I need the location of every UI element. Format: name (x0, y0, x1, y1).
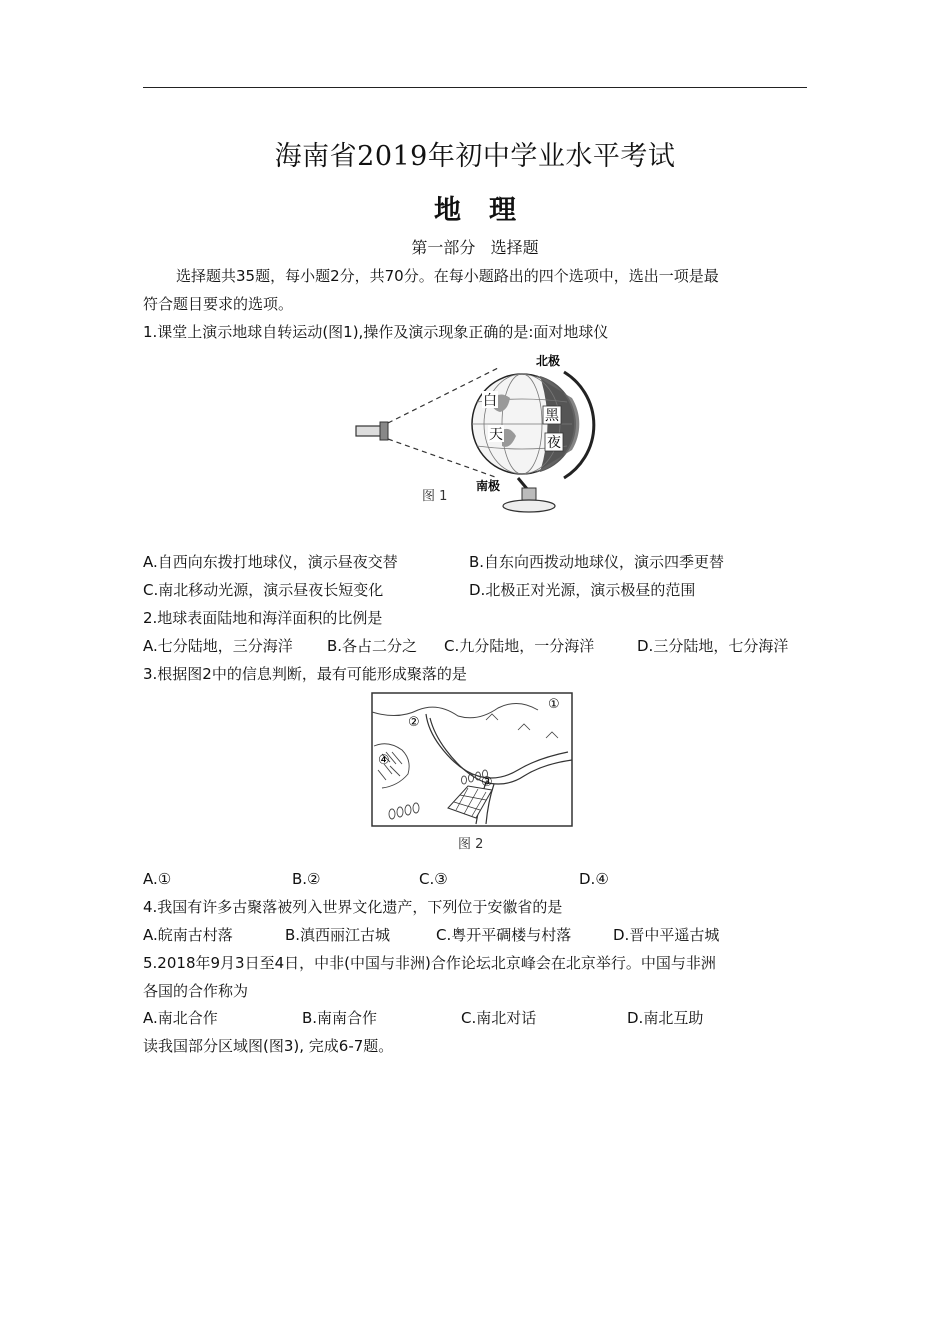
q4-option-b: B.滇西丽江古城 (285, 926, 391, 944)
exam-title: 海南省2019年初中学业水平考试 (274, 141, 676, 172)
q4-option-a: A.皖南古村落 (143, 926, 233, 944)
q4-option-c: C.粤开平碉楼与村落 (436, 926, 572, 944)
night-label-1: 黑 (545, 408, 559, 424)
q2-option-c: C.九分陆地，一分海洋 (444, 637, 595, 655)
instructions-line-2: 符合题目要求的选项。 (143, 295, 294, 313)
figure-2-caption: 图 2 (458, 837, 484, 852)
question-4-stem: 4.我国有许多古聚落被列入世界文化遗产，下列位于安徽省的是 (143, 898, 563, 916)
q2-option-a: A.七分陆地，三分海洋 (143, 637, 293, 655)
question-1-stem: 1.课堂上演示地球自转运动(图1),操作及演示现象正确的是:面对地球仪 (143, 323, 609, 341)
question-3-stem: 3.根据图2中的信息判断，最有可能形成聚落的是 (143, 665, 467, 683)
q1-option-b: B.自东向西拨动地球仪，演示四季更替 (469, 553, 725, 571)
q5-option-d: D.南北互助 (627, 1009, 704, 1027)
q5-option-b: B.南南合作 (302, 1009, 378, 1027)
figure-2-map (368, 690, 578, 855)
day-label-1: 白 (483, 393, 497, 409)
south-pole-label: 南极 (476, 479, 501, 493)
q1-option-d: D.北极正对光源，演示极昼的范围 (469, 581, 696, 599)
question-6-7-stem: 读我国部分区域图(图3), 完成6-7题。 (143, 1037, 394, 1055)
q3-option-b: B.② (292, 870, 321, 888)
q1-option-c: C.南北移动光源，演示昼夜长短变化 (143, 581, 384, 599)
question-5-stem-line-1: 5.2018年9月3日至4日，中非(中国与非洲)合作论坛北京峰会在北京举行。中国与非洲 (143, 954, 716, 972)
night-label-2: 夜 (547, 435, 561, 451)
q3-option-c: C.③ (419, 870, 448, 888)
day-label-2: 天 (489, 427, 503, 443)
q2-option-d: D.三分陆地，七分海洋 (637, 637, 789, 655)
marker-3: ③ (481, 775, 493, 790)
q1-option-a: A.自西向东拨打地球仪，演示昼夜交替 (143, 553, 398, 571)
marker-1: ① (548, 697, 560, 712)
q4-option-d: D.晋中平遥古城 (613, 926, 720, 944)
question-2-stem: 2.地球表面陆地和海洋面积的比例是 (143, 609, 383, 627)
q5-option-c: C.南北对话 (461, 1009, 537, 1027)
north-pole-label: 北极 (536, 354, 561, 368)
q2-option-b: B.各占二分之 (327, 637, 418, 655)
figure-1-globe (350, 350, 600, 520)
instructions-line-1: 选择题共35题，每小题2分，共70分。在每小题路出的四个选项中，选出一项是最 (176, 267, 719, 285)
marker-2: ② (408, 715, 420, 730)
marker-4: ④ (378, 753, 390, 768)
q5-option-a: A.南北合作 (143, 1009, 218, 1027)
part-heading: 第一部分 选择题 (411, 238, 539, 257)
light-source (356, 426, 382, 436)
globe-base (503, 500, 555, 512)
q3-option-a: A.① (143, 870, 172, 888)
subject-title: 地理 (434, 195, 544, 226)
question-5-stem-line-2: 各国的合作称为 (143, 982, 249, 1000)
q3-option-d: D.④ (579, 870, 609, 888)
figure-1-caption: 图 1 (422, 489, 448, 504)
top-rule (143, 87, 807, 88)
